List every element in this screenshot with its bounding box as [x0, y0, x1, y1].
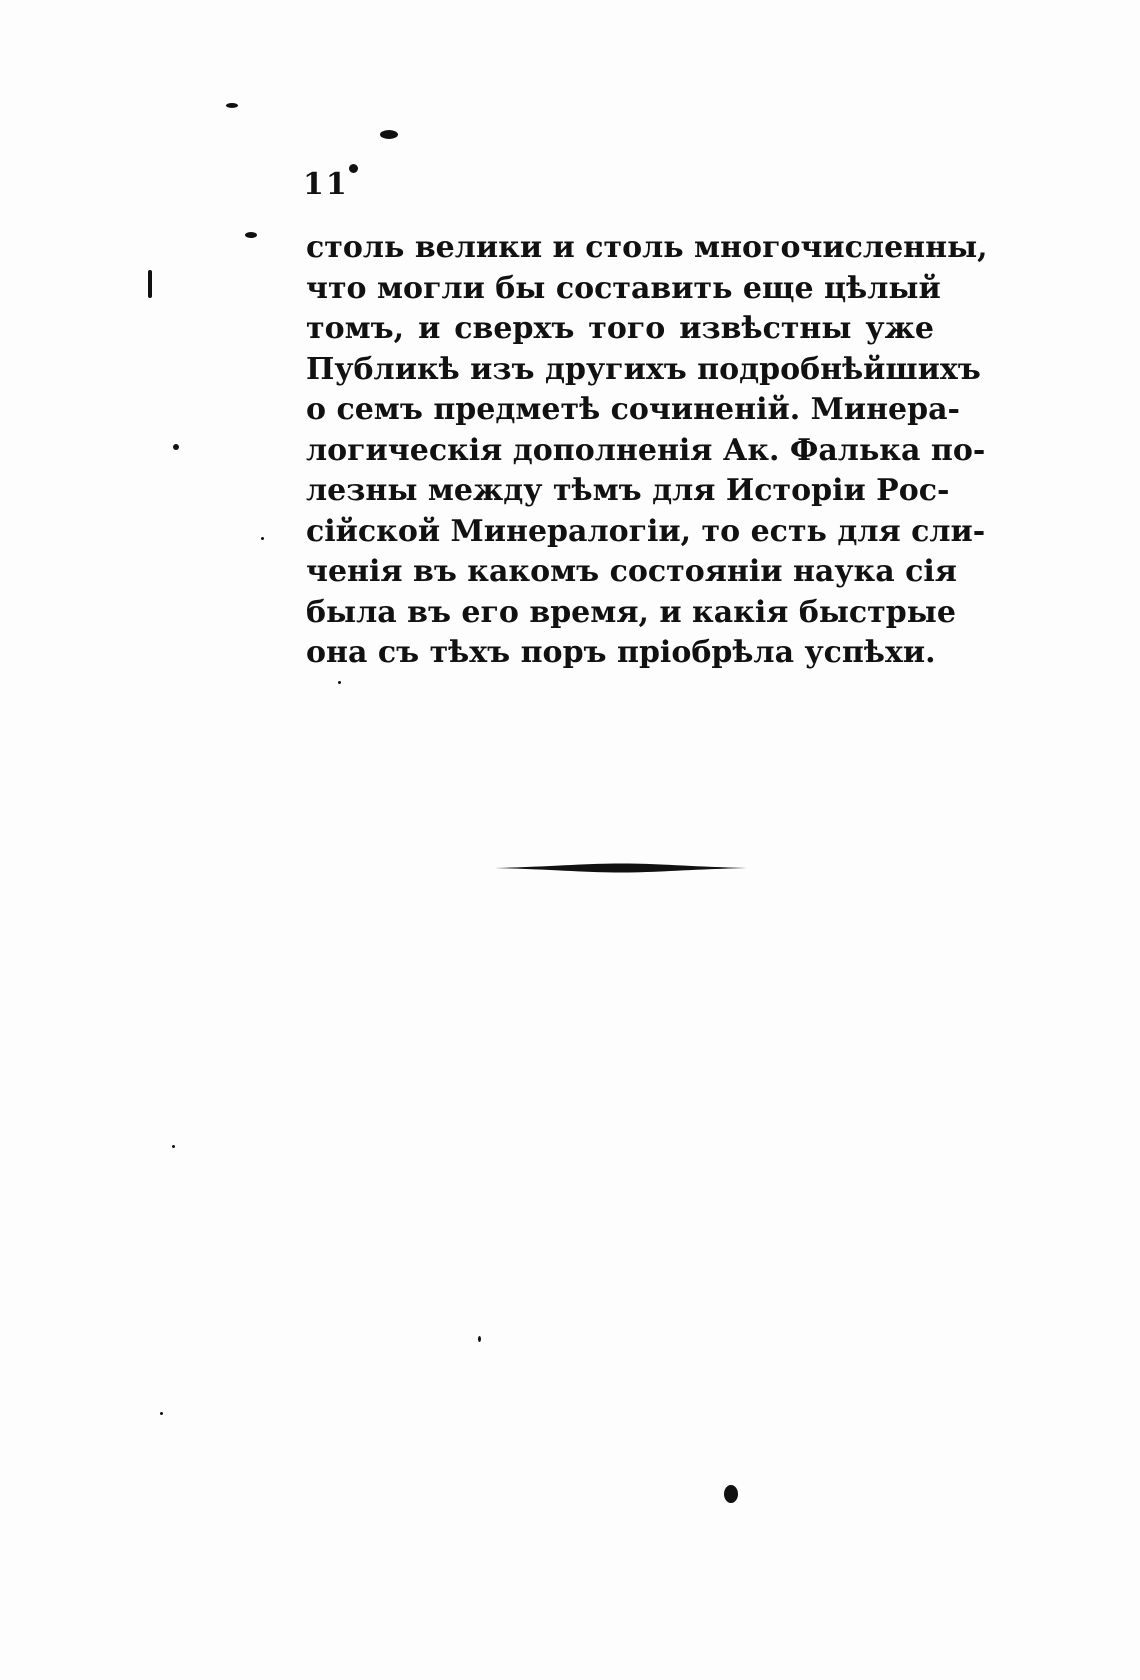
page-number: 11: [303, 167, 349, 202]
text-line: о семъ предметѣ сочиненій. Минера-: [306, 392, 961, 427]
text-line: столь велики и столь многочисленны,: [306, 230, 988, 265]
text-line: она съ тѣхъ поръ пріобрѣла успѣхи.: [306, 635, 936, 670]
text-line: Публикѣ изъ другихъ подробнѣйшихъ: [306, 351, 981, 387]
text-line: ченія въ какомъ состояніи наука сія: [306, 554, 957, 589]
text-line: была въ его время, и какія быстрые: [306, 594, 956, 630]
text-line: логическія дополненія Ак. Фалька по-: [306, 432, 986, 468]
text-line: лезны между тѣмъ для Исторіи Рос-: [306, 473, 950, 508]
text-line: сійской Минералогіи, то есть для сли-: [306, 513, 986, 549]
text-line: томъ, и сверхъ того извѣстны уже: [306, 311, 934, 346]
text-line: что могли бы составить еще цѣлый: [306, 270, 941, 306]
section-divider-rule: [495, 863, 747, 873]
body-text: [306, 228, 988, 674]
